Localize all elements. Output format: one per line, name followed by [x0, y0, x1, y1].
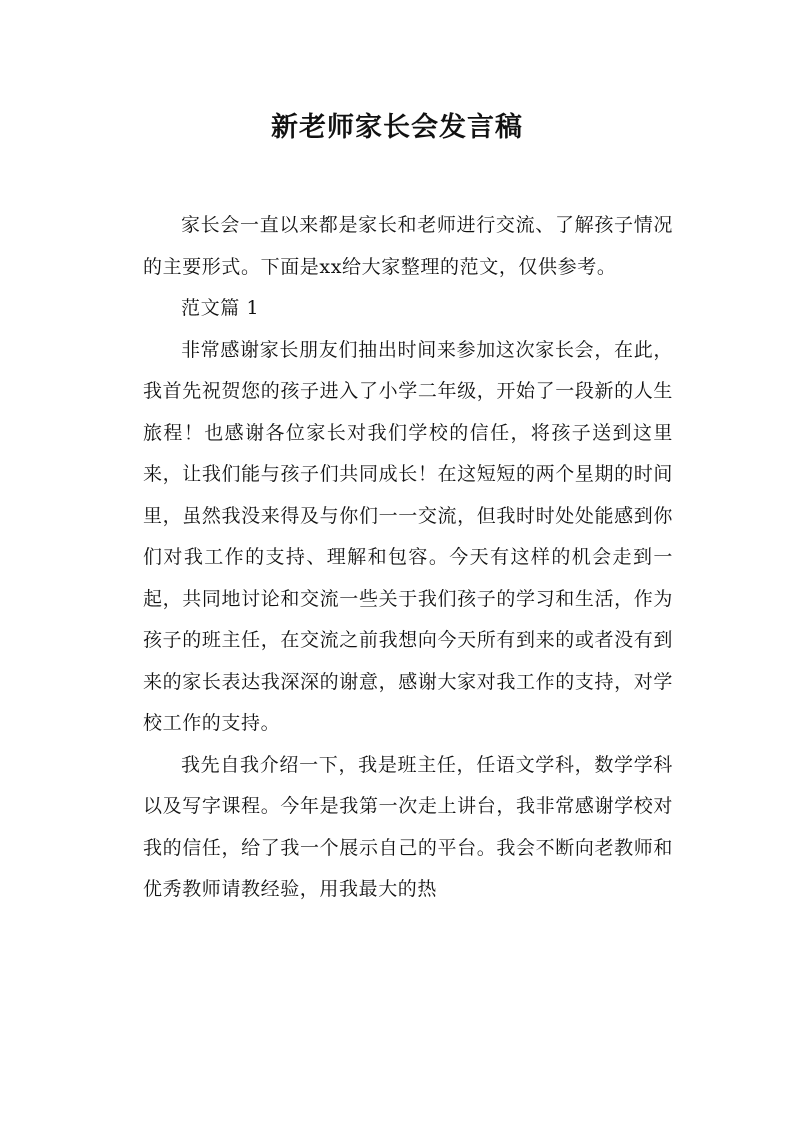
paragraph-intro: 家长会一直以来都是家长和老师进行交流、了解孩子情况的主要形式。下面是xx给大家整理的范文，仅供参考。 [143, 214, 673, 278]
document-title: 新老师家长会发言稿 [271, 112, 523, 143]
paragraph-body: 我先自我介绍一下，我是班主任，任语文学科，数学学科以及写字课程。今年是我第一次走上讲台，我非常感谢学校对我的信任，给了我一个展示自己的平台。我会不断向老教师和优秀教师请教经验，用我最大的热 [143, 753, 673, 900]
document-body [143, 205, 673, 911]
section-heading: 范文篇 1 [181, 297, 260, 319]
paragraph-body: 非常感谢家长朋友们抽出时间来参加这次家长会，在此，我首先祝贺您的孩子进入了小学二年级，开始了一段新的人生旅程！也感谢各位家长对我们学校的信任，将孩子送到这里来，让我们能与孩子们共同成长！在这短短的两个星期的时间里，虽然我没来得及与你们一一交流，但我时时处处能感到你们对我工作的支持、理解和包容。今天有这样的机会走到一起，共同地讨论和交流一些关于我们孩子的学习和生活，作为孩子的班主任，在交流之前我想向今天所有到来的或者没有到来的家长表达我深深的谢意，感谢大家对我工作的支持，对学校工作的支持。 [143, 338, 673, 734]
